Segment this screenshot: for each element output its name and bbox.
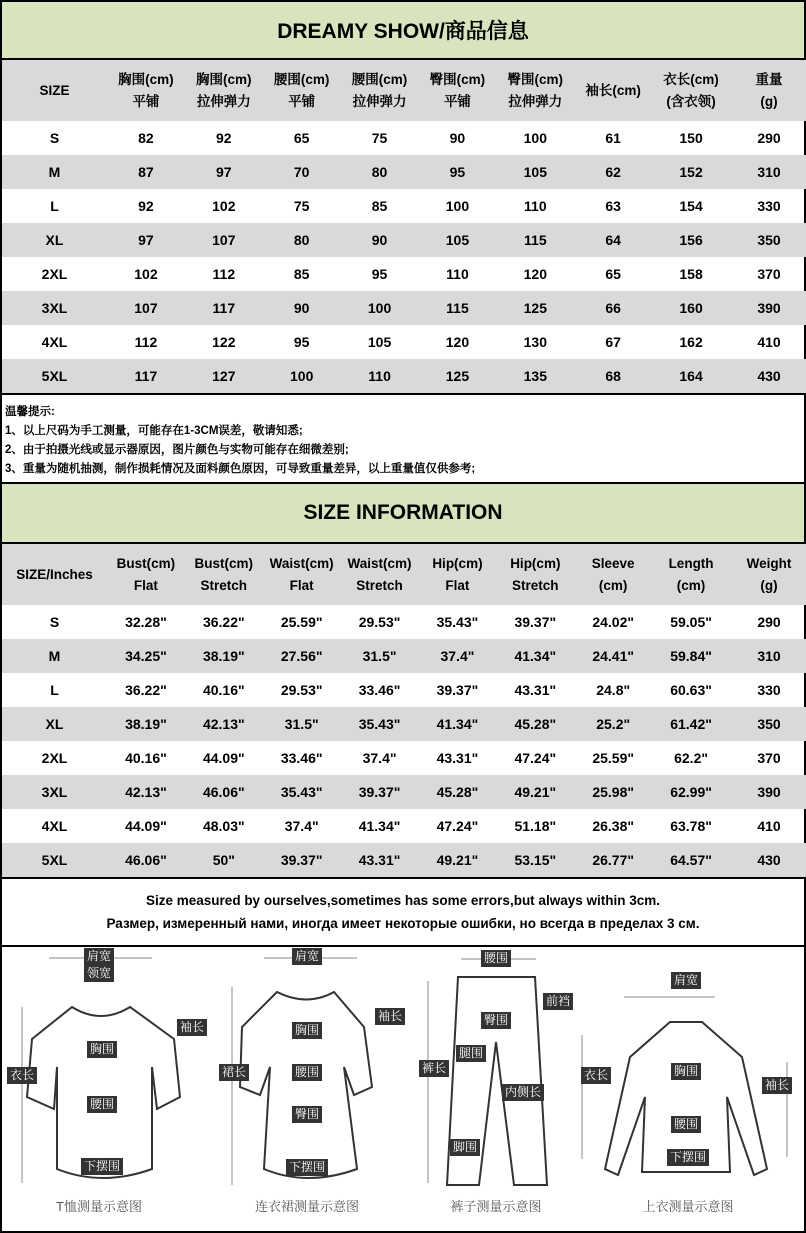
value-cell: 35.43" [436, 614, 479, 630]
value-cell: 40.16" [202, 682, 245, 698]
value-cell: 41.34" [358, 818, 401, 834]
value-cell: 107 [107, 291, 185, 325]
value-cell: 62 [574, 155, 652, 189]
value-cell: 410 [757, 334, 781, 350]
column-header [496, 544, 574, 605]
label-tshirt-waist: 腰围 [87, 1096, 117, 1113]
label-tshirt-neck: 领宽 [84, 965, 114, 982]
table-row [2, 673, 806, 707]
value-cell: 100 [445, 198, 470, 214]
value-cell: 24.8" [596, 682, 631, 698]
label-pants-hip: 臀围 [481, 1012, 511, 1029]
column-header [574, 544, 652, 605]
column-header-line: (cm) [598, 577, 628, 593]
value-cell: 410 [757, 818, 781, 834]
value-cell: 120 [445, 334, 470, 350]
value-cell: 36.22" [202, 614, 245, 630]
column-header-line: Stretch [200, 577, 248, 593]
value-cell: 87 [107, 155, 185, 189]
column-header-line: 拉伸弹力 [352, 93, 407, 109]
table-row [2, 741, 806, 775]
value-cell: 152 [652, 155, 730, 189]
caption-tshirt: T恤测量示意图 [56, 1199, 142, 1214]
value-cell: 29.53" [280, 682, 323, 698]
column-header [263, 544, 341, 605]
value-cell: 110 [524, 198, 547, 214]
column-header-line: 腰围(cm) [273, 71, 330, 87]
label-tshirt-shoulder: 肩宽 [84, 948, 114, 965]
value-cell: 45.28" [496, 707, 574, 741]
value-cell: 135 [496, 359, 574, 393]
value-cell: 62.2" [674, 750, 708, 766]
column-header-line: 腰围(cm) [351, 71, 408, 87]
note-3: 3、重量为随机抽测，制作损耗情况及面料颜色原因，可导致重量差异，以上重量值仅供参考; [5, 463, 476, 475]
label-tshirt-sleeve: 袖长 [177, 1019, 207, 1036]
value-cell: 290 [757, 130, 781, 146]
value-cell: 38.19" [107, 707, 185, 741]
value-cell: 117 [107, 359, 185, 393]
caption-dress: 连衣裙测量示意图 [254, 1199, 360, 1214]
value-cell: 390 [730, 775, 806, 809]
table-row [2, 707, 806, 741]
value-cell: 25.2" [574, 707, 652, 741]
value-cell: 29.53" [358, 614, 401, 630]
value-cell: 46.06" [107, 843, 185, 877]
label-pants-inseam: 内侧长 [502, 1084, 544, 1101]
size-cell: 5XL [2, 359, 107, 393]
value-cell: 164 [652, 359, 730, 393]
label-shirt-chest: 胸围 [671, 1063, 701, 1080]
note-2: 2、由于拍摄光线或显示器原因，图片颜色与实物可能存在细微差别; [5, 444, 349, 456]
value-cell: 37.4" [362, 750, 397, 766]
value-cell: 107 [185, 223, 263, 257]
column-header-line: 平铺 [443, 93, 471, 109]
column-header-line: Flat [133, 577, 158, 593]
value-cell: 62.99" [652, 775, 730, 809]
value-cell: 120 [523, 266, 547, 282]
label-shirt-sleeve: 袖长 [762, 1077, 792, 1094]
value-cell: 70 [263, 155, 341, 189]
column-header-line: SIZE/Inches [16, 566, 93, 582]
column-header [2, 544, 107, 605]
value-cell: 90 [263, 291, 341, 325]
value-cell: 370 [757, 266, 781, 282]
size-cell: M [2, 639, 107, 673]
value-cell: 100 [523, 130, 547, 146]
en-size-table [2, 544, 806, 877]
column-header-line: Stretch [356, 577, 403, 593]
table-row [2, 155, 806, 189]
size-cell: S [49, 130, 60, 146]
value-cell: 59.05" [670, 614, 712, 630]
value-cell: 68 [574, 359, 652, 393]
tshirt-outline [27, 1007, 180, 1178]
value-cell: 92 [216, 130, 232, 146]
size-cell: 4XL [41, 818, 68, 834]
value-cell: 59.84" [652, 639, 730, 673]
caption-pants: 裤子测量示意图 [450, 1199, 542, 1214]
value-cell: 31.5" [341, 639, 419, 673]
value-cell: 117 [185, 291, 263, 325]
column-header-line: (cm) [676, 577, 706, 593]
value-cell: 122 [212, 334, 236, 350]
value-cell: 25.98" [574, 775, 652, 809]
value-cell: 150 [679, 130, 703, 146]
value-cell: 63.78" [670, 818, 712, 834]
value-cell: 75 [371, 130, 388, 146]
size-cell: L [50, 198, 59, 214]
value-cell: 80 [263, 223, 341, 257]
value-cell: 35.43" [341, 707, 419, 741]
value-cell: 42.13" [185, 707, 263, 741]
value-cell: 95 [419, 155, 497, 189]
label-dress-hip: 臀围 [292, 1106, 322, 1123]
label-pants-waist: 腰围 [481, 950, 511, 967]
value-cell: 47.24" [514, 750, 557, 766]
value-cell: 125 [419, 359, 497, 393]
column-header-line: Hip(cm) [510, 555, 561, 571]
label-pants-rise: 前裆 [543, 993, 573, 1010]
value-cell: 41.34" [496, 639, 574, 673]
value-cell: 48.03" [202, 818, 245, 834]
value-cell: 53.15" [496, 843, 574, 877]
value-cell: 33.46" [358, 682, 401, 698]
value-cell: 44.09" [125, 818, 167, 834]
size-cell: 3XL [2, 291, 107, 325]
column-header [107, 60, 185, 121]
value-cell: 105 [419, 223, 497, 257]
value-cell: 32.28" [125, 614, 167, 630]
value-cell: 26.77" [574, 843, 652, 877]
column-header [730, 60, 806, 121]
value-cell: 43.31" [341, 843, 419, 877]
label-pants-thigh: 腿围 [456, 1045, 486, 1062]
value-cell: 46.06" [185, 775, 263, 809]
value-cell: 115 [496, 223, 574, 257]
column-header [652, 60, 730, 121]
value-cell: 63 [605, 198, 621, 214]
cn-title: DREAMY SHOW/商品信息 [0, 0, 806, 60]
value-cell: 51.18" [514, 818, 557, 834]
label-pants-leg: 脚围 [450, 1139, 480, 1156]
column-header [2, 60, 107, 121]
column-header-line: Waist(cm) [347, 555, 412, 571]
value-cell: 102 [134, 266, 158, 282]
value-cell: 115 [419, 291, 497, 325]
column-header [419, 544, 497, 605]
table-row [2, 775, 806, 809]
column-header-line: Waist(cm) [269, 555, 334, 571]
value-cell: 156 [652, 223, 730, 257]
value-cell: 154 [679, 198, 703, 214]
value-cell: 100 [341, 291, 419, 325]
header-row [2, 60, 806, 121]
value-cell: 310 [730, 639, 806, 673]
column-header-line: SIZE [39, 82, 70, 98]
value-cell: 350 [730, 223, 806, 257]
column-header-line: 拉伸弹力 [508, 93, 563, 109]
value-cell: 37.4" [419, 639, 497, 673]
column-header-line: Weight [746, 555, 792, 571]
value-cell: 25.59" [280, 614, 323, 630]
value-cell: 42.13" [107, 775, 185, 809]
value-cell: 80 [341, 155, 419, 189]
value-cell: 49.21" [496, 775, 574, 809]
label-shirt-length: 衣长 [581, 1067, 611, 1084]
value-cell: 110 [341, 359, 419, 393]
value-cell: 31.5" [263, 707, 341, 741]
column-header-line: 胸围(cm) [196, 71, 252, 87]
value-cell: 85 [371, 198, 388, 214]
value-cell: 330 [757, 682, 781, 698]
value-cell: 430 [730, 359, 806, 393]
value-cell: 92 [138, 198, 154, 214]
column-header-line: Length [668, 555, 714, 571]
label-shirt-hem: 下摆围 [667, 1149, 709, 1166]
column-header [574, 60, 652, 121]
value-cell: 33.46" [280, 750, 323, 766]
column-header-line: (g) [760, 577, 778, 593]
value-cell: 95 [371, 266, 388, 282]
column-header-line: 平铺 [132, 93, 160, 109]
value-cell: 160 [652, 291, 730, 325]
column-header [185, 544, 263, 605]
column-header-line: Flat [445, 577, 470, 593]
value-cell: 67 [605, 334, 621, 350]
value-cell: 39.37" [514, 614, 557, 630]
value-cell: 66 [574, 291, 652, 325]
value-cell: 39.37" [436, 682, 479, 698]
value-cell: 350 [730, 707, 806, 741]
label-dress-chest: 胸围 [292, 1022, 322, 1039]
value-cell: 26.38" [592, 818, 635, 834]
size-cell: M [2, 155, 107, 189]
column-header-line: 衣长(cm) [663, 71, 719, 87]
label-tshirt-hem: 下摆围 [81, 1158, 123, 1175]
column-header-line: Hip(cm) [432, 555, 483, 571]
value-cell: 47.24" [436, 818, 479, 834]
note-1: 1、以上尺码为手工测量，可能存在1-3CM误差，敬请知悉; [5, 425, 303, 437]
size-cell: 3XL [2, 775, 107, 809]
value-cell: 390 [730, 291, 806, 325]
size-cell: 2XL [41, 750, 68, 766]
value-cell: 105 [367, 334, 392, 350]
table-row [2, 223, 806, 257]
column-header [341, 60, 419, 121]
column-header-line: Bust(cm) [116, 555, 176, 571]
column-header-line: 袖长(cm) [585, 82, 641, 98]
table-row [2, 605, 806, 639]
column-header-line: Bust(cm) [194, 555, 254, 571]
size-cell: 2XL [41, 266, 68, 282]
value-cell: 36.22" [125, 682, 167, 698]
value-cell: 35.43" [263, 775, 341, 809]
value-cell: 110 [446, 266, 469, 282]
value-cell: 64.57" [652, 843, 730, 877]
value-cell: 310 [730, 155, 806, 189]
size-cell: XL [2, 223, 107, 257]
column-header-line: 平铺 [288, 93, 316, 109]
size-cell: XL [2, 707, 107, 741]
size-cell: L [50, 682, 59, 698]
column-header-line: Stretch [512, 577, 559, 593]
table-row [2, 325, 806, 359]
value-cell: 61 [605, 130, 621, 146]
value-cell: 85 [293, 266, 310, 282]
value-cell: 102 [212, 198, 236, 214]
label-dress-hem: 下摆围 [286, 1159, 328, 1176]
label-dress-length: 裙长 [219, 1064, 249, 1081]
notes [0, 393, 806, 484]
value-cell: 97 [107, 223, 185, 257]
label-shirt-shoulder: 肩宽 [671, 972, 701, 989]
value-cell: 39.37" [341, 775, 419, 809]
value-cell: 64 [574, 223, 652, 257]
value-cell: 105 [496, 155, 574, 189]
dress-outline [240, 992, 372, 1178]
column-header [730, 544, 806, 605]
column-header-line: Sleeve [591, 555, 635, 571]
size-cell: 4XL [41, 334, 68, 350]
notes-title: 温馨提示: [5, 406, 55, 418]
en-title: SIZE INFORMATION [0, 484, 806, 544]
value-cell: 43.31" [514, 682, 557, 698]
value-cell: 37.4" [284, 818, 319, 834]
value-cell: 27.56" [263, 639, 341, 673]
label-dress-sleeve: 袖长 [375, 1008, 405, 1025]
value-cell: 162 [679, 334, 703, 350]
value-cell: 370 [757, 750, 781, 766]
column-header [263, 60, 341, 121]
value-cell: 45.28" [419, 775, 497, 809]
column-header-line: Flat [289, 577, 314, 593]
table-row [2, 291, 806, 325]
column-header-line: 臀围(cm) [507, 71, 564, 87]
column-header [419, 60, 497, 121]
label-pants-length: 裤长 [419, 1060, 449, 1077]
table-row [2, 121, 806, 155]
column-header-line: 重量 [755, 71, 783, 87]
value-cell: 430 [730, 843, 806, 877]
size-cell: S [49, 614, 60, 630]
column-header-line: (含衣领) [666, 93, 716, 109]
table-row [2, 639, 806, 673]
value-cell: 39.37" [263, 843, 341, 877]
label-dress-shoulder: 肩宽 [292, 948, 322, 965]
value-cell: 34.25" [107, 639, 185, 673]
value-cell: 290 [757, 614, 781, 630]
en-note: Size measured by ourselves,sometimes has some errors,but always within 3cm. [146, 893, 660, 908]
column-header [185, 60, 263, 121]
value-cell: 65 [605, 266, 621, 282]
table-row [2, 359, 806, 393]
column-header [496, 60, 574, 121]
en-notes [0, 877, 806, 947]
value-cell: 38.19" [185, 639, 263, 673]
column-header [652, 544, 730, 605]
garment-illustrations [2, 947, 804, 1233]
value-cell: 60.63" [670, 682, 712, 698]
value-cell: 130 [523, 334, 547, 350]
value-cell: 82 [138, 130, 154, 146]
size-cell: 5XL [2, 843, 107, 877]
value-cell: 43.31" [436, 750, 479, 766]
value-cell: 90 [341, 223, 419, 257]
table-row [2, 189, 806, 223]
value-cell: 95 [293, 334, 310, 350]
measurement-diagrams [0, 947, 806, 1233]
column-header [107, 544, 185, 605]
column-header-line: 臀围(cm) [429, 71, 486, 87]
column-header-line: 拉伸弹力 [196, 93, 251, 109]
value-cell: 49.21" [419, 843, 497, 877]
value-cell: 97 [185, 155, 263, 189]
value-cell: 25.59" [592, 750, 635, 766]
table-row [2, 257, 806, 291]
value-cell: 41.34" [419, 707, 497, 741]
value-cell: 100 [263, 359, 341, 393]
value-cell: 24.41" [574, 639, 652, 673]
value-cell: 158 [679, 266, 703, 282]
value-cell: 65 [293, 130, 310, 146]
value-cell: 330 [757, 198, 781, 214]
column-header [341, 544, 419, 605]
ru-note: Размер, измеренный нами, иногда имеет некоторые ошибки, но всегда в пределах 3 см. [106, 916, 700, 931]
value-cell: 112 [134, 334, 158, 350]
cn-size-table [2, 60, 806, 393]
value-cell: 127 [185, 359, 263, 393]
value-cell: 112 [212, 266, 236, 282]
label-dress-waist: 腰围 [292, 1064, 322, 1081]
table-row [2, 809, 806, 843]
label-tshirt-length: 衣长 [7, 1067, 37, 1084]
value-cell: 61.42" [652, 707, 730, 741]
header-row [2, 544, 806, 605]
value-cell: 50" [185, 843, 263, 877]
table-row [2, 843, 806, 877]
label-shirt-waist: 腰围 [671, 1116, 701, 1133]
value-cell: 44.09" [202, 750, 245, 766]
value-cell: 75 [293, 198, 310, 214]
column-header-line: (g) [760, 93, 778, 109]
value-cell: 24.02" [592, 614, 635, 630]
value-cell: 125 [496, 291, 574, 325]
caption-shirt: 上衣测量示意图 [642, 1199, 734, 1214]
value-cell: 90 [449, 130, 466, 146]
column-header-line: 胸围(cm) [118, 71, 174, 87]
value-cell: 40.16" [125, 750, 167, 766]
label-tshirt-chest: 胸围 [87, 1041, 117, 1058]
